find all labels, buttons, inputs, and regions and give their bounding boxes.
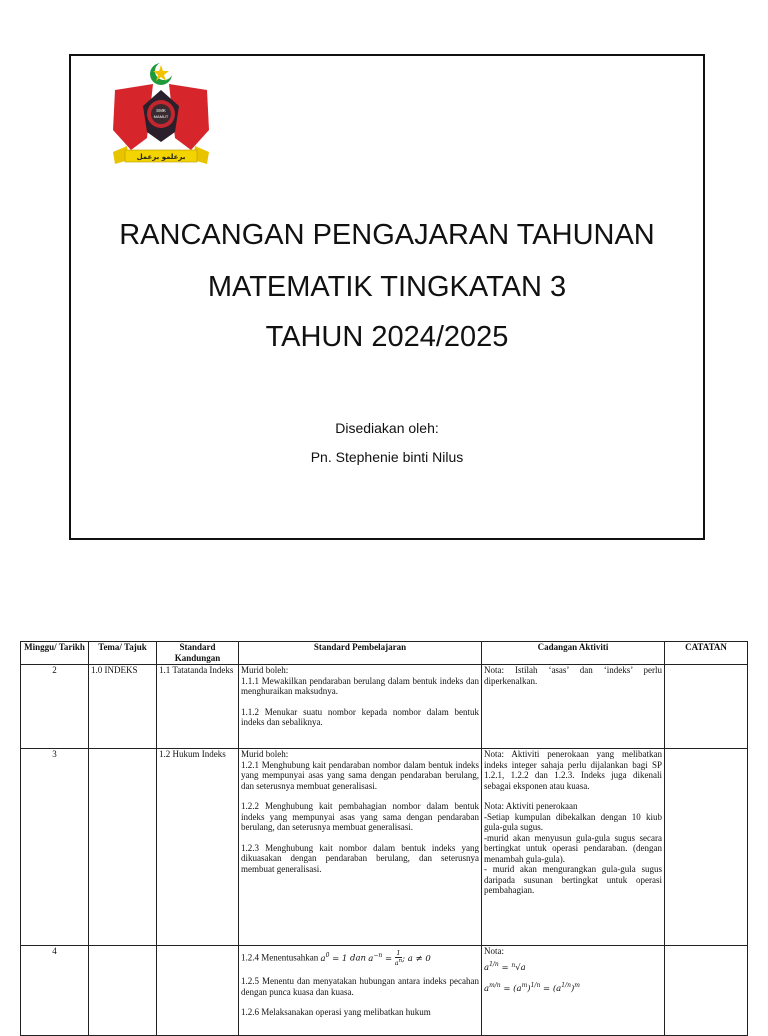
activity-text: Nota: Istilah ‘asas’ dan ‘indeks’ perlu diperkenalkan. (484, 665, 662, 686)
sp-text: Murid boleh: (241, 665, 289, 675)
cell-minggu: 3 (21, 749, 89, 946)
sp-text: 1.2.5 Menentu dan menyatakan hubungan antara indeks pecahan dengan punca kuasa dan kuasa. (241, 976, 479, 997)
cover-box (69, 54, 705, 540)
cell-minggu: 2 (21, 665, 89, 749)
cell-catatan (665, 946, 748, 1036)
cell-standard-kandungan: 1.2 Hukum Indeks (157, 749, 239, 946)
formula-dan: dan (350, 953, 367, 964)
header-cadangan-aktiviti: Cadangan Aktiviti (482, 642, 665, 665)
activity-text: -Setiap kumpulan dibekalkan dengan 10 kiub gula-gula sugus. (484, 811, 662, 832)
cell-tema (89, 946, 157, 1036)
crest-center-top-text: SMK (156, 108, 166, 113)
formula-fractional-index: $a^{1/n} = ^n√a$ (484, 960, 526, 973)
cell-minggu: 4 (21, 946, 89, 1036)
header-catatan: CATATAN (665, 642, 748, 665)
cell-cadangan-aktiviti (482, 665, 665, 749)
sp-text: 1.2.4 Menentusahkan (241, 952, 319, 963)
table-row (21, 665, 748, 749)
cell-catatan (665, 665, 748, 749)
activity-text: Nota: Aktiviti penerokaan (484, 801, 578, 811)
cell-standard-kandungan (157, 946, 239, 1036)
table-row (21, 749, 748, 946)
crest-center-bottom-text: MAMUT (153, 114, 169, 119)
cell-standard-pembelajaran (239, 946, 482, 1036)
crest-banner-text: برعلمو برعمل (136, 153, 186, 161)
document-title-line-3: TAHUN 2024/2025 (265, 321, 509, 353)
formula-a-power-negative-n: $a^{-n}$ = $\frac{1}{a^n}$; a ≠ 0 (368, 949, 431, 967)
activity-text: Nota: (484, 946, 504, 956)
cell-tema (89, 749, 157, 946)
table-row (21, 946, 748, 1036)
sp-text: Murid boleh: (241, 749, 289, 759)
document-title-line-1: RANCANGAN PENGAJARAN TAHUNAN (119, 219, 655, 251)
table-header-row (21, 642, 748, 665)
formula-m-over-n-index: $a^{m/n} = (a^m)^{1/n} = (a^{1/n})^m$ (484, 982, 580, 994)
prepared-by-label: Disediakan oleh: (335, 420, 439, 436)
sp-text: 1.1.2 Menukar suatu nombor kepada nombor dalam bentuk indeks dan sebaliknya. (241, 706, 479, 727)
cell-cadangan-aktiviti (482, 749, 665, 946)
prepared-by-name: Pn. Stephenie binti Nilus (310, 449, 464, 465)
sp-text: 1.2.6 Melaksanakan operasi yang melibatkan hukum (241, 1007, 431, 1018)
sp-formula-line (241, 950, 479, 966)
formula-a-power-zero: $a^0 = 1$ (320, 951, 351, 964)
sp-text: 1.2.1 Menghubung kait pendaraban nombor dalam bentuk indeks yang mempunyai asas yang sama dengan pendaraban berulang, dan seterusnya membuat generalisasi. (241, 759, 479, 791)
cell-standard-kandungan: 1.1 Tatatanda Indeks (157, 665, 239, 749)
cell-standard-pembelajaran (239, 665, 482, 749)
header-tema: Tema/ Tajuk (89, 642, 157, 665)
cell-cadangan-aktiviti (482, 946, 665, 1036)
lesson-plan-table (20, 641, 748, 1036)
sp-text: 1.2.3 Menghubung kait nombor dalam bentuk indeks yang dikuasakan dengan pendaraban berulang, dan seterusnya membuat generalisasi. (241, 842, 479, 874)
header-standard-pembelajaran: Standard Pembelajaran (239, 642, 482, 665)
sp-text: 1.2.2 Menghubung kait pembahagian nombor dalam bentuk indeks yang mempunyai asas yang sama dengan pendaraban berulang, dan seterusnya membuat generalisasi. (241, 801, 479, 832)
cell-standard-pembelajaran (239, 749, 482, 946)
cell-catatan (665, 749, 748, 946)
document-title-line-2: MATEMATIK TINGKATAN 3 (207, 271, 567, 303)
header-standard-kandungan: Standard Kandungan (157, 642, 239, 665)
header-minggu: Minggu/ Tarikh (21, 642, 89, 665)
school-crest-logo (109, 60, 213, 170)
sp-text: 1.1.1 Mewakilkan pendaraban berulang dalam bentuk indeks dan menghuraikan maksudnya. (241, 675, 479, 696)
activity-text: -murid akan menyusun gula-gula sugus secara bertingkat untuk operasi pendaraban. (dengan menambah gula-gula). (484, 832, 662, 864)
activity-text: - murid akan mengurangkan gula-gula sugus daripada susunan bertingkat untuk operasi pembahagian. (484, 864, 662, 895)
activity-text: Nota: Aktiviti penerokaan yang melibatkan indeks integer sahaja perlu dijalankan bagi SP 1.2.1, 1.2.2 dan 1.2.3. Indeks juga dikenali sebagai eksponen atau kuasa. (484, 749, 662, 791)
cell-tema: 1.0 INDEKS (89, 665, 157, 749)
